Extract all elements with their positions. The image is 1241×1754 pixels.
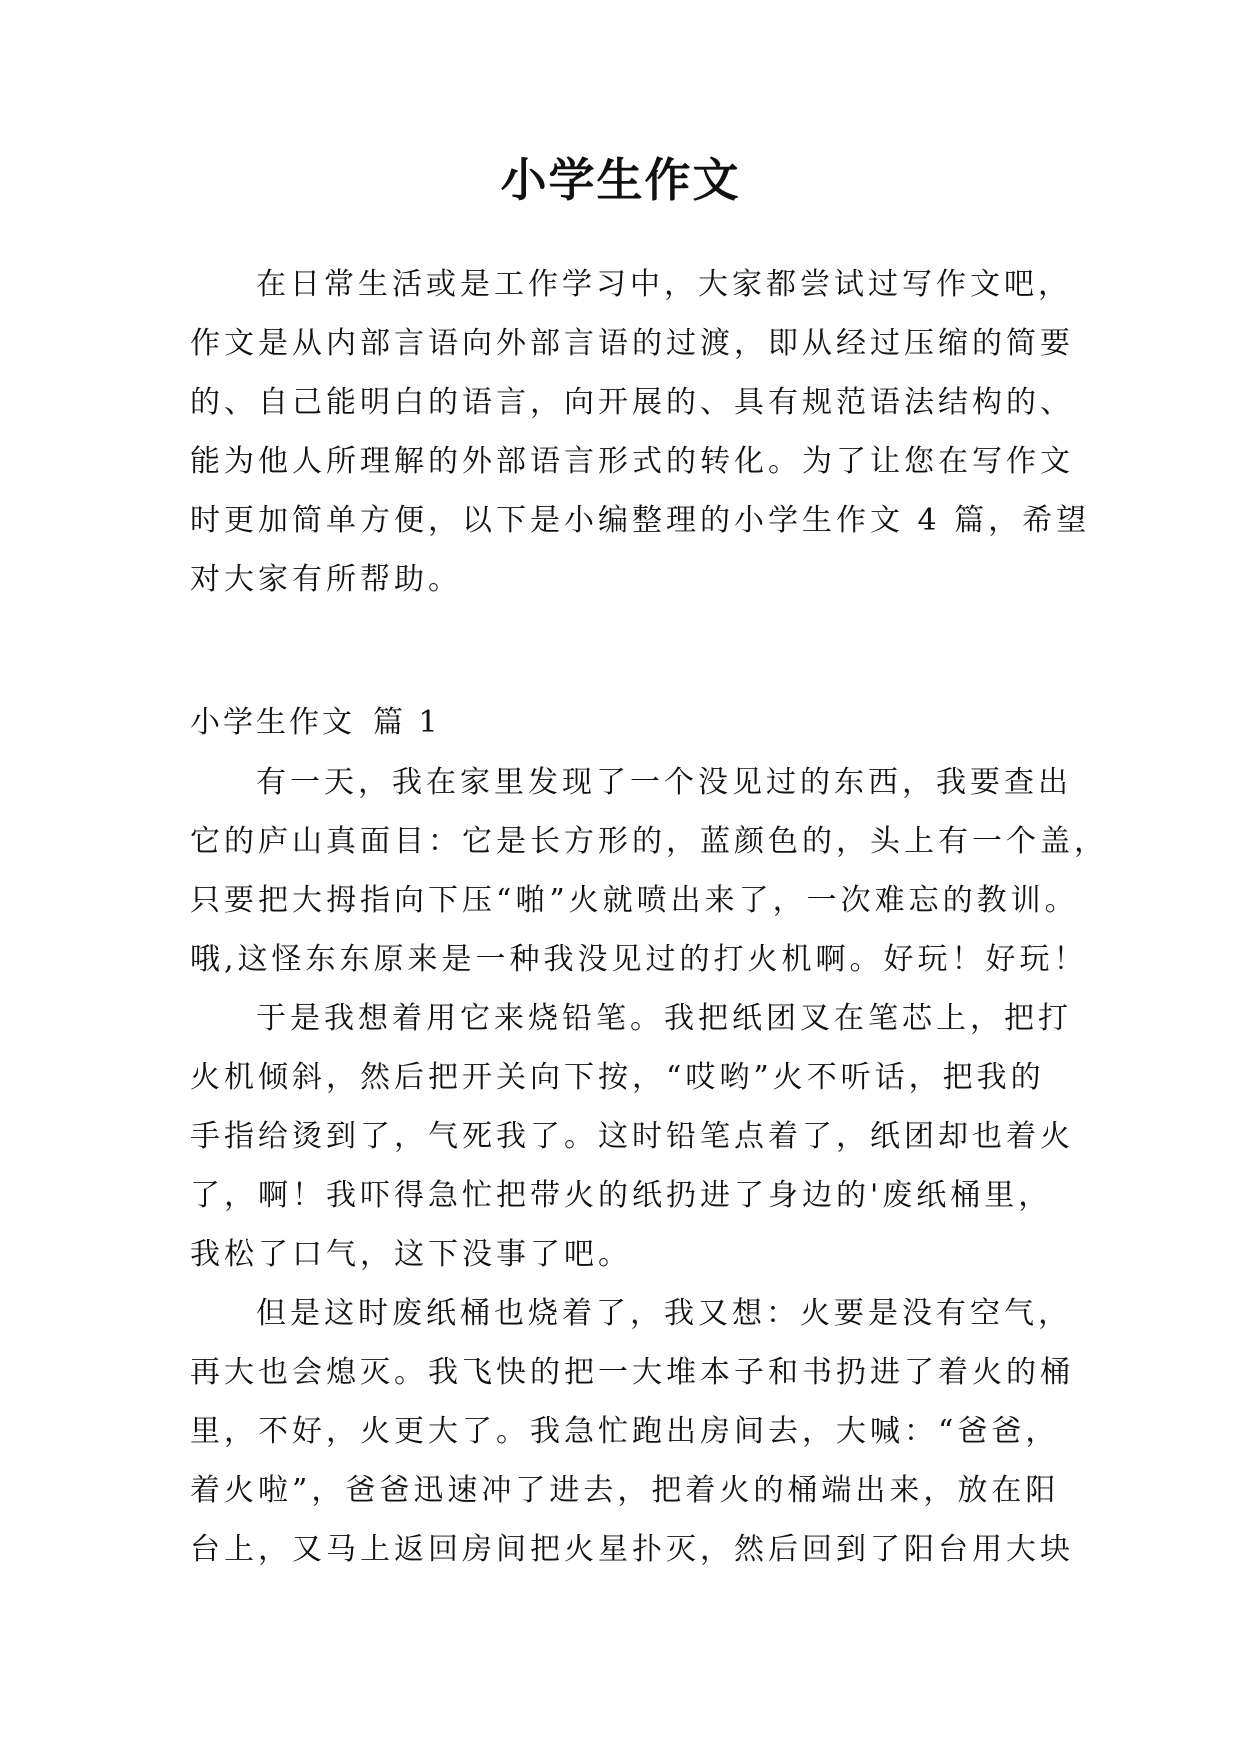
text-line: 在日常生活或是工作学习中，大家都尝试过写作文吧， (256, 267, 1072, 302)
section-heading (190, 693, 1060, 752)
text-line: 作文是从内部言语向外部言语的过渡，即从经过压缩的简要 (190, 326, 1074, 361)
text-line: 我松了口气，这下没事了吧。 (190, 1237, 632, 1272)
paragraph-3 (190, 1284, 1074, 1579)
text-line: 能为他人所理解的外部语言形式的转化。为了让您在写作文 (190, 444, 1074, 479)
text-line: 哦,这怪东东原来是一种我没见过的打火机啊。好玩！好玩！ (190, 942, 1088, 977)
text-line: 里，不好，火更大了。我急忙跑出房间去，大喊：“爸爸， (190, 1414, 1060, 1449)
text-line: 台上，又马上返回房间把火星扑灭，然后回到了阳台用大块 (190, 1532, 1074, 1567)
intro-paragraph (190, 255, 1091, 609)
text-line: 有一天，我在家里发现了一个没见过的东西，我要查出 (256, 765, 1072, 800)
text-line: 再大也会熄灭。我飞快的把一大堆本子和书扔进了着火的桶 (190, 1355, 1074, 1390)
text-line: 手指给烫到了，气死我了。这时铅笔点着了，纸团却也着火 (190, 1119, 1074, 1154)
text-line: 对大家有所帮助。 (190, 562, 462, 597)
section-number: 篇 1 (373, 705, 441, 740)
section-label: 小学生作文 (190, 705, 355, 740)
text-line: 着火啦”，爸爸迅速冲了进去，把着火的桶端出来，放在阳 (190, 1473, 1060, 1508)
page-title: 小学生作文 (500, 153, 741, 207)
text-line: 于是我想着用它来烧铅笔。我把纸团叉在笔芯上，把打 (256, 1001, 1072, 1036)
paragraph-2 (190, 989, 1074, 1284)
text-line: 时更加简单方便，以下是小编整理的小学生作文 4 篇，希望 (190, 503, 1091, 538)
text-line: 的、自己能明白的语言，向开展的、具有规范语法结构的、 (190, 385, 1074, 420)
paragraph-1 (190, 753, 1108, 989)
text-line: 只要把大拇指向下压“啪”火就喷出来了，一次难忘的教训。 (190, 883, 1079, 918)
text-line: 它的庐山真面目：它是长方形的，蓝颜色的，头上有一个盖， (190, 824, 1108, 859)
text-line: 但是这时废纸桶也烧着了，我又想：火要是没有空气， (256, 1296, 1072, 1331)
text-line: 了，啊！我吓得急忙把带火的纸扔进了身边的'废纸桶里， (190, 1178, 1053, 1213)
text-line: 火机倾斜，然后把开关向下按，“哎哟”火不听话，把我的 (190, 1060, 1045, 1095)
